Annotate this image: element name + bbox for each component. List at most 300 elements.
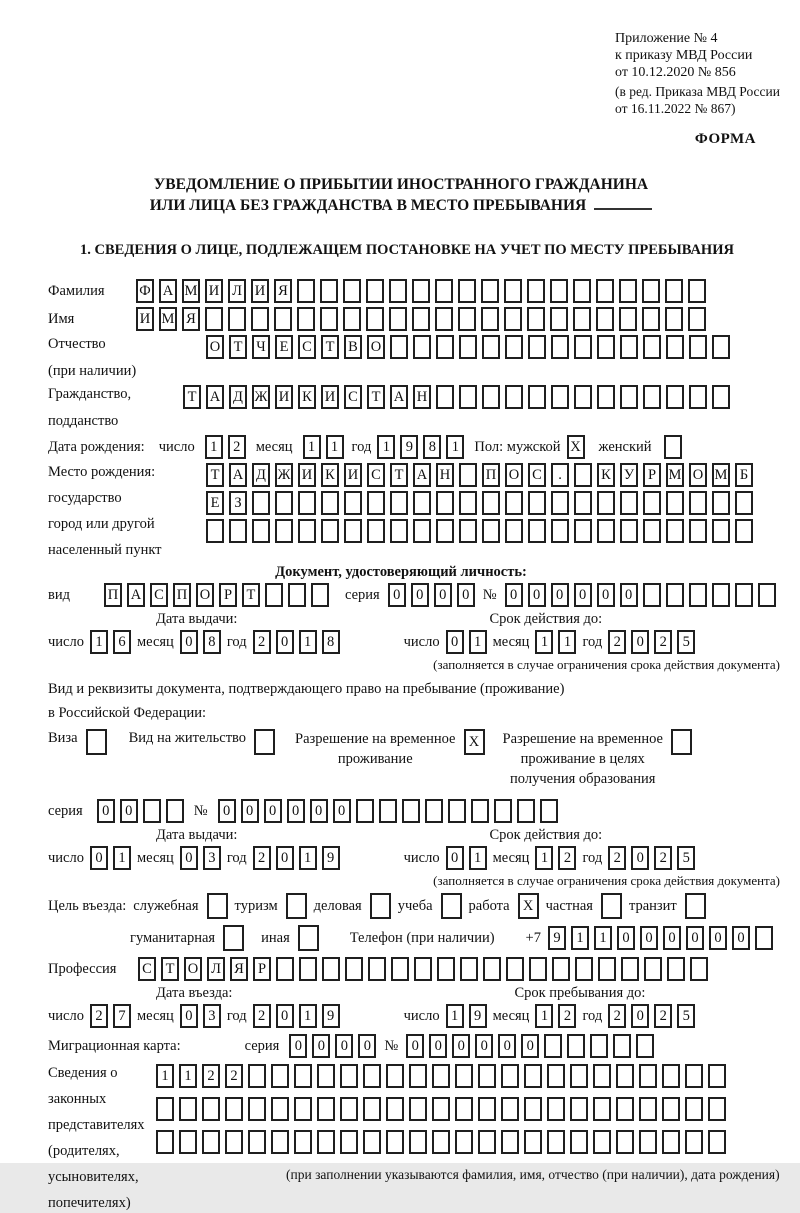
char-cell[interactable]: [601, 893, 622, 919]
birth-year-cells[interactable]: [377, 435, 464, 459]
char-cell[interactable]: [205, 307, 223, 331]
entry-year-cells[interactable]: [253, 1004, 340, 1028]
char-cell[interactable]: 2: [253, 1004, 271, 1028]
char-cell[interactable]: [527, 279, 545, 303]
char-cell[interactable]: 2: [654, 630, 672, 654]
birth-place-cells-row1[interactable]: [206, 463, 753, 487]
visa-checkbox[interactable]: [86, 729, 107, 755]
char-cell[interactable]: [202, 1097, 220, 1121]
char-cell[interactable]: 0: [597, 583, 615, 607]
char-cell[interactable]: [755, 926, 773, 950]
char-cell[interactable]: [455, 1130, 473, 1154]
char-cell[interactable]: 0: [452, 1034, 470, 1058]
char-cell[interactable]: 2: [608, 630, 626, 654]
char-cell[interactable]: 2: [225, 1064, 243, 1088]
char-cell[interactable]: [501, 1130, 519, 1154]
char-cell[interactable]: [320, 307, 338, 331]
char-cell[interactable]: Ж: [252, 385, 270, 409]
char-cell[interactable]: А: [390, 385, 408, 409]
char-cell[interactable]: Д: [252, 463, 270, 487]
char-cell[interactable]: [432, 1130, 450, 1154]
char-cell[interactable]: [712, 519, 730, 543]
char-cell[interactable]: 1: [377, 435, 395, 459]
surname-cells[interactable]: [136, 279, 706, 303]
char-cell[interactable]: 1: [446, 435, 464, 459]
purpose-checkbox[interactable]: [207, 893, 228, 919]
char-cell[interactable]: [665, 279, 683, 303]
char-cell[interactable]: А: [229, 463, 247, 487]
char-cell[interactable]: [482, 385, 500, 409]
char-cell[interactable]: 2: [558, 846, 576, 870]
char-cell[interactable]: [528, 519, 546, 543]
char-cell[interactable]: [666, 491, 684, 515]
char-cell[interactable]: [435, 307, 453, 331]
char-cell[interactable]: [156, 1130, 174, 1154]
char-cell[interactable]: 1: [535, 630, 553, 654]
char-cell[interactable]: 5: [677, 630, 695, 654]
char-cell[interactable]: [621, 957, 639, 981]
char-cell[interactable]: [425, 799, 443, 823]
residence-permit-checkbox[interactable]: [254, 729, 275, 755]
char-cell[interactable]: [639, 1130, 657, 1154]
char-cell[interactable]: И: [298, 463, 316, 487]
char-cell[interactable]: [619, 279, 637, 303]
char-cell[interactable]: 1: [326, 435, 344, 459]
char-cell[interactable]: [573, 279, 591, 303]
char-cell[interactable]: [367, 519, 385, 543]
char-cell[interactable]: [639, 1097, 657, 1121]
char-cell[interactable]: П: [104, 583, 122, 607]
char-cell[interactable]: [390, 491, 408, 515]
entry-month-cells[interactable]: [180, 1004, 221, 1028]
char-cell[interactable]: [597, 385, 615, 409]
char-cell[interactable]: [248, 1097, 266, 1121]
char-cell[interactable]: [551, 335, 569, 359]
char-cell[interactable]: X: [464, 729, 485, 755]
char-cell[interactable]: С: [298, 335, 316, 359]
char-cell[interactable]: [458, 307, 476, 331]
char-cell[interactable]: 0: [241, 799, 259, 823]
char-cell[interactable]: 0: [521, 1034, 539, 1058]
char-cell[interactable]: 9: [322, 1004, 340, 1028]
char-cell[interactable]: 2: [654, 846, 672, 870]
char-cell[interactable]: [317, 1130, 335, 1154]
representatives-cells-row1[interactable]: [156, 1064, 780, 1088]
char-cell[interactable]: [320, 279, 338, 303]
char-cell[interactable]: [432, 1064, 450, 1088]
char-cell[interactable]: [363, 1064, 381, 1088]
char-cell[interactable]: Е: [275, 335, 293, 359]
purpose-checkbox[interactable]: [441, 893, 462, 919]
char-cell[interactable]: 0: [218, 799, 236, 823]
char-cell[interactable]: 0: [180, 1004, 198, 1028]
char-cell[interactable]: [666, 335, 684, 359]
residence-valid-day-cells[interactable]: [446, 846, 487, 870]
char-cell[interactable]: [616, 1097, 634, 1121]
char-cell[interactable]: [390, 519, 408, 543]
char-cell[interactable]: [574, 385, 592, 409]
char-cell[interactable]: [322, 957, 340, 981]
char-cell[interactable]: [286, 893, 307, 919]
entry-day-cells[interactable]: [90, 1004, 131, 1028]
char-cell[interactable]: 9: [548, 926, 566, 950]
char-cell[interactable]: [252, 519, 270, 543]
char-cell[interactable]: [356, 799, 374, 823]
char-cell[interactable]: [345, 957, 363, 981]
char-cell[interactable]: [271, 1097, 289, 1121]
char-cell[interactable]: [685, 1064, 703, 1088]
char-cell[interactable]: [363, 1097, 381, 1121]
char-cell[interactable]: [390, 335, 408, 359]
char-cell[interactable]: 0: [631, 846, 649, 870]
char-cell[interactable]: [505, 519, 523, 543]
char-cell[interactable]: О: [206, 335, 224, 359]
purpose-checkbox[interactable]: [370, 893, 391, 919]
char-cell[interactable]: 0: [551, 583, 569, 607]
char-cell[interactable]: 2: [202, 1064, 220, 1088]
char-cell[interactable]: [689, 519, 707, 543]
char-cell[interactable]: [735, 519, 753, 543]
char-cell[interactable]: [636, 1034, 654, 1058]
char-cell[interactable]: И: [344, 463, 362, 487]
char-cell[interactable]: [156, 1097, 174, 1121]
char-cell[interactable]: [436, 519, 454, 543]
char-cell[interactable]: [311, 583, 329, 607]
char-cell[interactable]: [455, 1097, 473, 1121]
char-cell[interactable]: О: [196, 583, 214, 607]
char-cell[interactable]: Т: [390, 463, 408, 487]
identity-valid-year-cells[interactable]: [608, 630, 695, 654]
char-cell[interactable]: [478, 1064, 496, 1088]
char-cell[interactable]: [482, 335, 500, 359]
char-cell[interactable]: 1: [469, 846, 487, 870]
char-cell[interactable]: [551, 491, 569, 515]
char-cell[interactable]: Я: [182, 307, 200, 331]
char-cell[interactable]: [317, 1064, 335, 1088]
char-cell[interactable]: [478, 1097, 496, 1121]
char-cell[interactable]: 0: [640, 926, 658, 950]
char-cell[interactable]: [143, 799, 161, 823]
char-cell[interactable]: [685, 893, 706, 919]
char-cell[interactable]: [340, 1130, 358, 1154]
char-cell[interactable]: 0: [411, 583, 429, 607]
char-cell[interactable]: 0: [333, 799, 351, 823]
char-cell[interactable]: [379, 799, 397, 823]
char-cell[interactable]: З: [229, 491, 247, 515]
char-cell[interactable]: [593, 1064, 611, 1088]
char-cell[interactable]: К: [298, 385, 316, 409]
char-cell[interactable]: 2: [654, 1004, 672, 1028]
char-cell[interactable]: [265, 583, 283, 607]
char-cell[interactable]: [276, 957, 294, 981]
char-cell[interactable]: [688, 279, 706, 303]
char-cell[interactable]: [483, 957, 501, 981]
char-cell[interactable]: 0: [180, 846, 198, 870]
identity-issue-year-cells[interactable]: [253, 630, 340, 654]
residence-valid-year-cells[interactable]: [608, 846, 695, 870]
char-cell[interactable]: [524, 1097, 542, 1121]
char-cell[interactable]: П: [482, 463, 500, 487]
char-cell[interactable]: [386, 1064, 404, 1088]
char-cell[interactable]: [441, 893, 462, 919]
char-cell[interactable]: М: [159, 307, 177, 331]
char-cell[interactable]: 1: [299, 630, 317, 654]
purpose-checkbox[interactable]: [298, 925, 319, 951]
char-cell[interactable]: [317, 1097, 335, 1121]
char-cell[interactable]: Е: [206, 491, 224, 515]
char-cell[interactable]: Р: [643, 463, 661, 487]
char-cell[interactable]: [620, 335, 638, 359]
char-cell[interactable]: [321, 519, 339, 543]
char-cell[interactable]: П: [173, 583, 191, 607]
char-cell[interactable]: Я: [274, 279, 292, 303]
char-cell[interactable]: [597, 335, 615, 359]
birth-place-cells-row3[interactable]: [206, 519, 753, 543]
char-cell[interactable]: 0: [686, 926, 704, 950]
char-cell[interactable]: Т: [321, 335, 339, 359]
char-cell[interactable]: [528, 491, 546, 515]
char-cell[interactable]: 1: [205, 435, 223, 459]
char-cell[interactable]: Т: [161, 957, 179, 981]
char-cell[interactable]: [662, 1064, 680, 1088]
char-cell[interactable]: М: [666, 463, 684, 487]
char-cell[interactable]: [662, 1130, 680, 1154]
temp-residence-checkbox[interactable]: [464, 729, 485, 755]
char-cell[interactable]: Ж: [275, 463, 293, 487]
char-cell[interactable]: 0: [475, 1034, 493, 1058]
char-cell[interactable]: [298, 491, 316, 515]
char-cell[interactable]: [414, 957, 432, 981]
char-cell[interactable]: О: [367, 335, 385, 359]
char-cell[interactable]: [712, 491, 730, 515]
residence-issue-month-cells[interactable]: [180, 846, 221, 870]
char-cell[interactable]: [708, 1130, 726, 1154]
char-cell[interactable]: И: [251, 279, 269, 303]
char-cell[interactable]: [228, 307, 246, 331]
profession-cells[interactable]: [138, 957, 708, 981]
char-cell[interactable]: [460, 957, 478, 981]
char-cell[interactable]: X: [567, 435, 585, 459]
char-cell[interactable]: [504, 307, 522, 331]
char-cell[interactable]: 0: [276, 630, 294, 654]
char-cell[interactable]: [708, 1064, 726, 1088]
char-cell[interactable]: [620, 519, 638, 543]
representatives-cells-row2[interactable]: [156, 1097, 780, 1121]
char-cell[interactable]: [597, 519, 615, 543]
char-cell[interactable]: Т: [206, 463, 224, 487]
char-cell[interactable]: [758, 583, 776, 607]
char-cell[interactable]: А: [206, 385, 224, 409]
char-cell[interactable]: [459, 385, 477, 409]
char-cell[interactable]: 0: [732, 926, 750, 950]
sex-female-checkbox[interactable]: [664, 435, 682, 459]
char-cell[interactable]: [275, 491, 293, 515]
char-cell[interactable]: [455, 1064, 473, 1088]
char-cell[interactable]: [540, 799, 558, 823]
char-cell[interactable]: Р: [219, 583, 237, 607]
doc-series-cells[interactable]: [388, 583, 475, 607]
char-cell[interactable]: 0: [264, 799, 282, 823]
char-cell[interactable]: 0: [97, 799, 115, 823]
char-cell[interactable]: [528, 335, 546, 359]
char-cell[interactable]: 1: [90, 630, 108, 654]
char-cell[interactable]: [481, 279, 499, 303]
char-cell[interactable]: [544, 1034, 562, 1058]
char-cell[interactable]: [506, 957, 524, 981]
char-cell[interactable]: [459, 519, 477, 543]
char-cell[interactable]: [248, 1130, 266, 1154]
char-cell[interactable]: [547, 1097, 565, 1121]
char-cell[interactable]: И: [205, 279, 223, 303]
char-cell[interactable]: С: [528, 463, 546, 487]
phone-cells[interactable]: [548, 926, 773, 950]
char-cell[interactable]: [517, 799, 535, 823]
char-cell[interactable]: [299, 957, 317, 981]
char-cell[interactable]: 0: [335, 1034, 353, 1058]
char-cell[interactable]: [501, 1097, 519, 1121]
char-cell[interactable]: Т: [183, 385, 201, 409]
char-cell[interactable]: А: [127, 583, 145, 607]
char-cell[interactable]: [574, 463, 592, 487]
char-cell[interactable]: [643, 583, 661, 607]
char-cell[interactable]: [570, 1130, 588, 1154]
char-cell[interactable]: 5: [677, 1004, 695, 1028]
char-cell[interactable]: [459, 463, 477, 487]
char-cell[interactable]: 0: [498, 1034, 516, 1058]
citizenship-cells[interactable]: [183, 385, 730, 409]
char-cell[interactable]: [501, 1064, 519, 1088]
char-cell[interactable]: [494, 799, 512, 823]
char-cell[interactable]: 0: [505, 583, 523, 607]
identity-valid-month-cells[interactable]: [535, 630, 576, 654]
char-cell[interactable]: [620, 385, 638, 409]
char-cell[interactable]: [574, 519, 592, 543]
char-cell[interactable]: 2: [558, 1004, 576, 1028]
char-cell[interactable]: 0: [358, 1034, 376, 1058]
char-cell[interactable]: [567, 1034, 585, 1058]
char-cell[interactable]: [689, 385, 707, 409]
char-cell[interactable]: [386, 1130, 404, 1154]
char-cell[interactable]: [458, 279, 476, 303]
char-cell[interactable]: 0: [574, 583, 592, 607]
char-cell[interactable]: [482, 491, 500, 515]
char-cell[interactable]: [570, 1064, 588, 1088]
char-cell[interactable]: [367, 491, 385, 515]
char-cell[interactable]: 2: [608, 846, 626, 870]
char-cell[interactable]: Л: [207, 957, 225, 981]
char-cell[interactable]: [294, 1097, 312, 1121]
char-cell[interactable]: [552, 957, 570, 981]
char-cell[interactable]: [690, 957, 708, 981]
char-cell[interactable]: 1: [469, 630, 487, 654]
char-cell[interactable]: [409, 1130, 427, 1154]
char-cell[interactable]: 0: [620, 583, 638, 607]
char-cell[interactable]: [643, 385, 661, 409]
char-cell[interactable]: 0: [617, 926, 635, 950]
char-cell[interactable]: [689, 583, 707, 607]
char-cell[interactable]: [528, 385, 546, 409]
char-cell[interactable]: [596, 307, 614, 331]
char-cell[interactable]: [206, 519, 224, 543]
char-cell[interactable]: 0: [528, 583, 546, 607]
char-cell[interactable]: [298, 519, 316, 543]
char-cell[interactable]: [574, 491, 592, 515]
char-cell[interactable]: Б: [735, 463, 753, 487]
char-cell[interactable]: 0: [406, 1034, 424, 1058]
char-cell[interactable]: [482, 519, 500, 543]
char-cell[interactable]: [366, 279, 384, 303]
char-cell[interactable]: М: [182, 279, 200, 303]
char-cell[interactable]: [179, 1097, 197, 1121]
char-cell[interactable]: [616, 1130, 634, 1154]
char-cell[interactable]: [86, 729, 107, 755]
char-cell[interactable]: [708, 1097, 726, 1121]
char-cell[interactable]: [344, 519, 362, 543]
char-cell[interactable]: 0: [709, 926, 727, 950]
doc-number-cells[interactable]: [505, 583, 776, 607]
char-cell[interactable]: [593, 1130, 611, 1154]
char-cell[interactable]: Д: [229, 385, 247, 409]
char-cell[interactable]: К: [597, 463, 615, 487]
char-cell[interactable]: У: [620, 463, 638, 487]
char-cell[interactable]: [223, 925, 244, 951]
char-cell[interactable]: [294, 1064, 312, 1088]
char-cell[interactable]: [298, 925, 319, 951]
char-cell[interactable]: Т: [242, 583, 260, 607]
char-cell[interactable]: 6: [113, 630, 131, 654]
char-cell[interactable]: [229, 519, 247, 543]
char-cell[interactable]: [593, 1097, 611, 1121]
char-cell[interactable]: [432, 1097, 450, 1121]
char-cell[interactable]: 0: [289, 1034, 307, 1058]
purpose-checkbox[interactable]: [685, 893, 706, 919]
char-cell[interactable]: [459, 335, 477, 359]
char-cell[interactable]: О: [689, 463, 707, 487]
char-cell[interactable]: [671, 729, 692, 755]
char-cell[interactable]: [644, 957, 662, 981]
char-cell[interactable]: 8: [322, 630, 340, 654]
char-cell[interactable]: [344, 491, 362, 515]
char-cell[interactable]: 0: [663, 926, 681, 950]
char-cell[interactable]: 0: [287, 799, 305, 823]
char-cell[interactable]: [248, 1064, 266, 1088]
char-cell[interactable]: [613, 1034, 631, 1058]
char-cell[interactable]: [412, 307, 430, 331]
char-cell[interactable]: [547, 1064, 565, 1088]
char-cell[interactable]: [254, 729, 275, 755]
char-cell[interactable]: [343, 279, 361, 303]
char-cell[interactable]: Ч: [252, 335, 270, 359]
char-cell[interactable]: [666, 519, 684, 543]
char-cell[interactable]: [251, 307, 269, 331]
char-cell[interactable]: 0: [120, 799, 138, 823]
char-cell[interactable]: 0: [312, 1034, 330, 1058]
char-cell[interactable]: [402, 799, 420, 823]
identity-valid-day-cells[interactable]: [446, 630, 487, 654]
char-cell[interactable]: 8: [423, 435, 441, 459]
char-cell[interactable]: [412, 279, 430, 303]
stay-month-cells[interactable]: [535, 1004, 576, 1028]
char-cell[interactable]: [459, 491, 477, 515]
char-cell[interactable]: [666, 583, 684, 607]
char-cell[interactable]: [527, 307, 545, 331]
char-cell[interactable]: 0: [434, 583, 452, 607]
char-cell[interactable]: [596, 279, 614, 303]
char-cell[interactable]: 1: [299, 846, 317, 870]
char-cell[interactable]: [363, 1130, 381, 1154]
char-cell[interactable]: [643, 491, 661, 515]
char-cell[interactable]: [366, 307, 384, 331]
